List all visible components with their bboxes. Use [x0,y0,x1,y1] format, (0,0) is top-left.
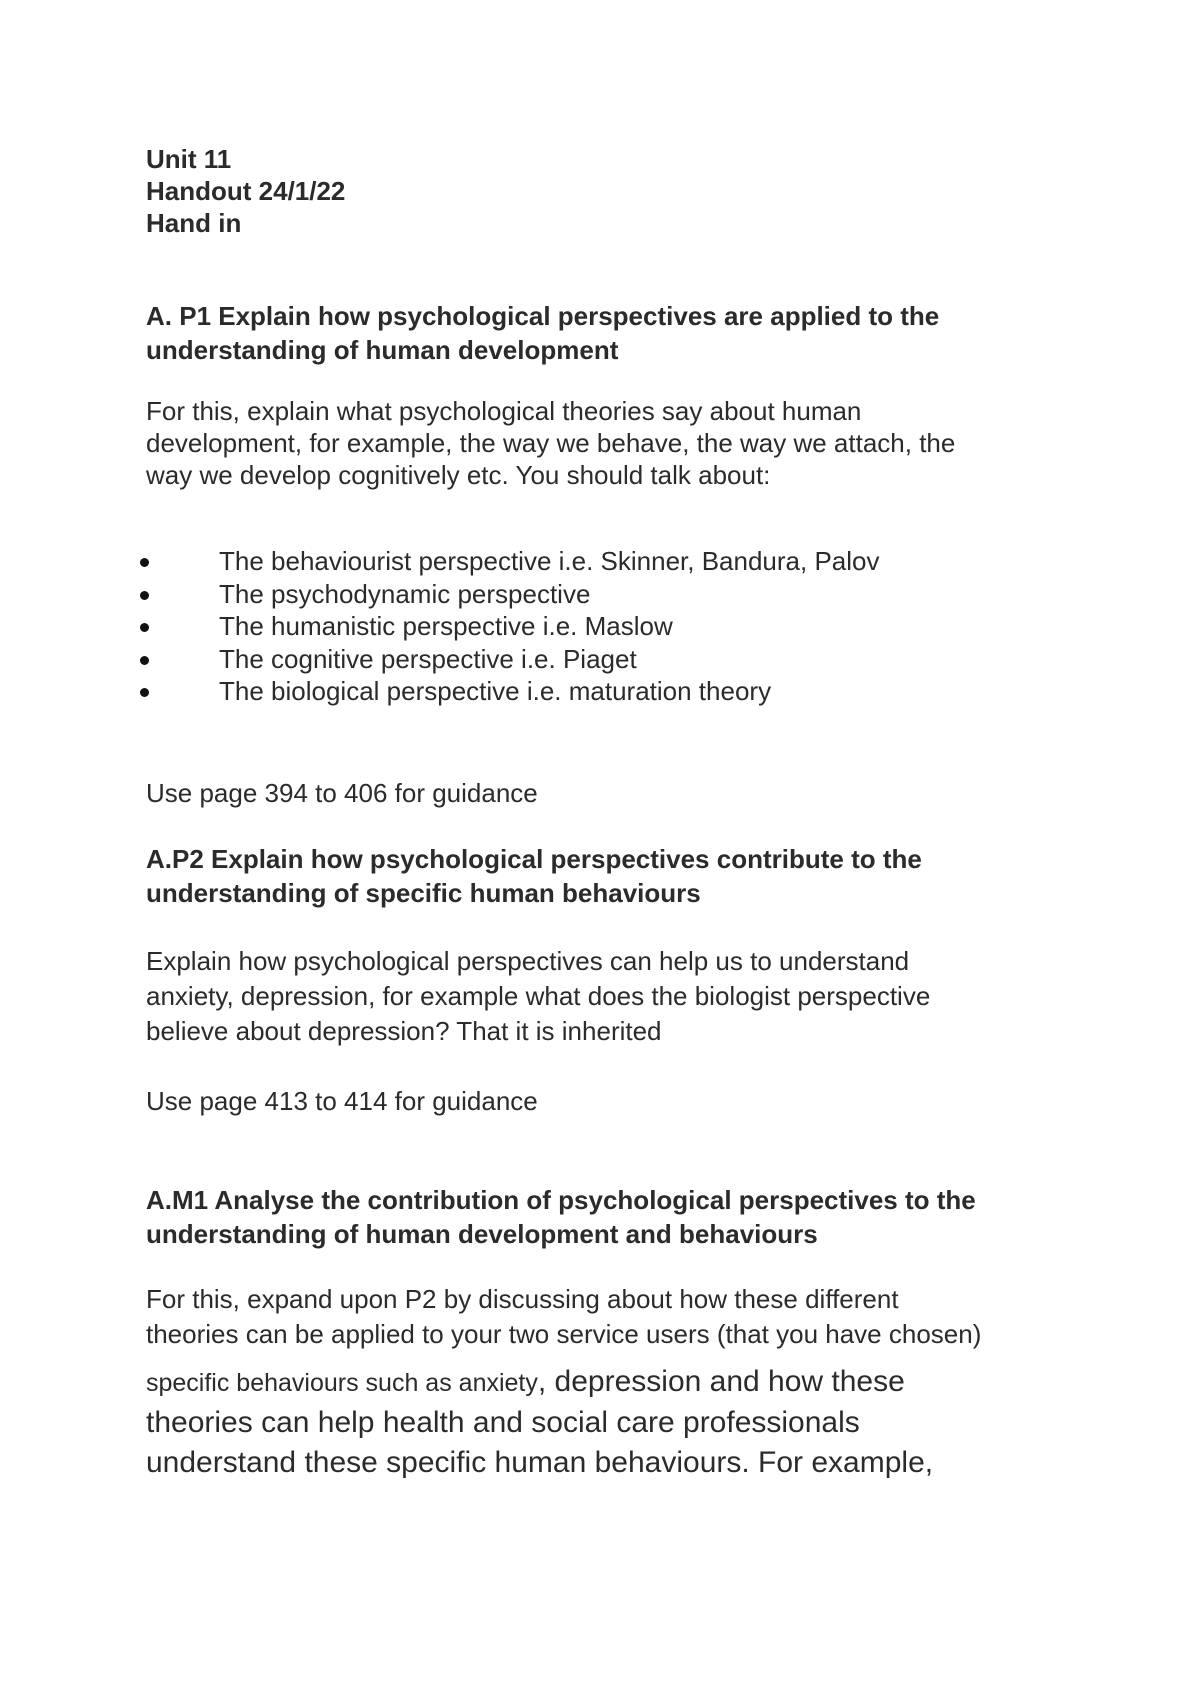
list-item [146,610,1086,643]
section-p1 [146,299,1086,809]
m1-body-line-5: understand these specific human behaviours. For example, [146,1445,934,1479]
list-item-text: The humanistic perspective i.e. Maslow [219,611,673,641]
bullet-icon [140,558,149,567]
p2-body-line-1: Explain how psychological perspectives can help us to understand [146,945,910,976]
p2-heading-line-2: understanding of specific human behaviours [146,877,701,908]
m1-body-line-1: For this, expand upon P2 by discussing about how these different [146,1283,899,1314]
list-item [146,675,1086,708]
p2-guidance: Use page 413 to 414 for guidance [146,1085,538,1116]
m1-body-line-3 [146,1362,1086,1403]
section-p2 [146,842,1086,1117]
p1-guidance: Use page 394 to 406 for guidance [146,777,538,808]
list-item [146,545,1086,578]
p1-intro-line-1: For this, explain what psychological theories say about human [146,396,862,426]
bullet-icon [140,656,149,665]
document-header [146,143,1086,239]
perspective-list [146,545,1086,708]
p1-heading-line-2: understanding of human development [146,335,619,365]
bullet-icon [140,623,149,632]
bullet-icon [140,591,149,600]
list-item [146,643,1086,676]
m1-body-line-4: theories can help health and social care professionals [146,1405,860,1439]
list-item-text: The psychodynamic perspective [219,578,591,609]
bullet-icon [140,688,149,697]
list-item [146,578,1086,611]
m1-heading-line-2: understanding of human development and behaviours [146,1218,818,1249]
p2-heading-line-1: A.P2 Explain how psychological perspectives contribute to the [146,843,922,874]
handout-date: Handout 24/1/22 [146,176,346,206]
hand-in-label: Hand in [146,208,242,238]
m1-heading-line-1: A.M1 Analyse the contribution of psychological perspectives to the [146,1184,976,1215]
p1-intro-line-2: development, for example, the way we behave, the way we attach, the [146,428,956,458]
m1-body-line-3-part-1: specific behaviours such as anxiety [146,1368,538,1397]
section-m1 [146,1183,1086,1483]
list-item-text: The cognitive perspective i.e. Piaget [219,643,637,674]
m1-body-line-3-part-2: depression and how these [546,1364,905,1398]
p1-intro-line-3: way we develop cognitively etc. You should talk about: [146,460,771,490]
p2-body-line-3: believe about depression? That it is inherited [146,1015,662,1046]
unit-title: Unit 11 [146,144,232,174]
p1-heading-line-1: A. P1 Explain how psychological perspectives are applied to the [146,301,940,331]
m1-body-line-3-comma: , [537,1364,547,1398]
list-item-text: The behaviourist perspective i.e. Skinner, Bandura, Palov [219,546,880,576]
document-content [146,143,1086,1483]
list-item-text: The biological perspective i.e. maturation theory [219,676,772,706]
m1-body-line-2: theories can be applied to your two service users (that you have chosen) [146,1318,982,1349]
p2-body-line-2: anxiety, depression, for example what does the biologist perspective [146,980,931,1011]
